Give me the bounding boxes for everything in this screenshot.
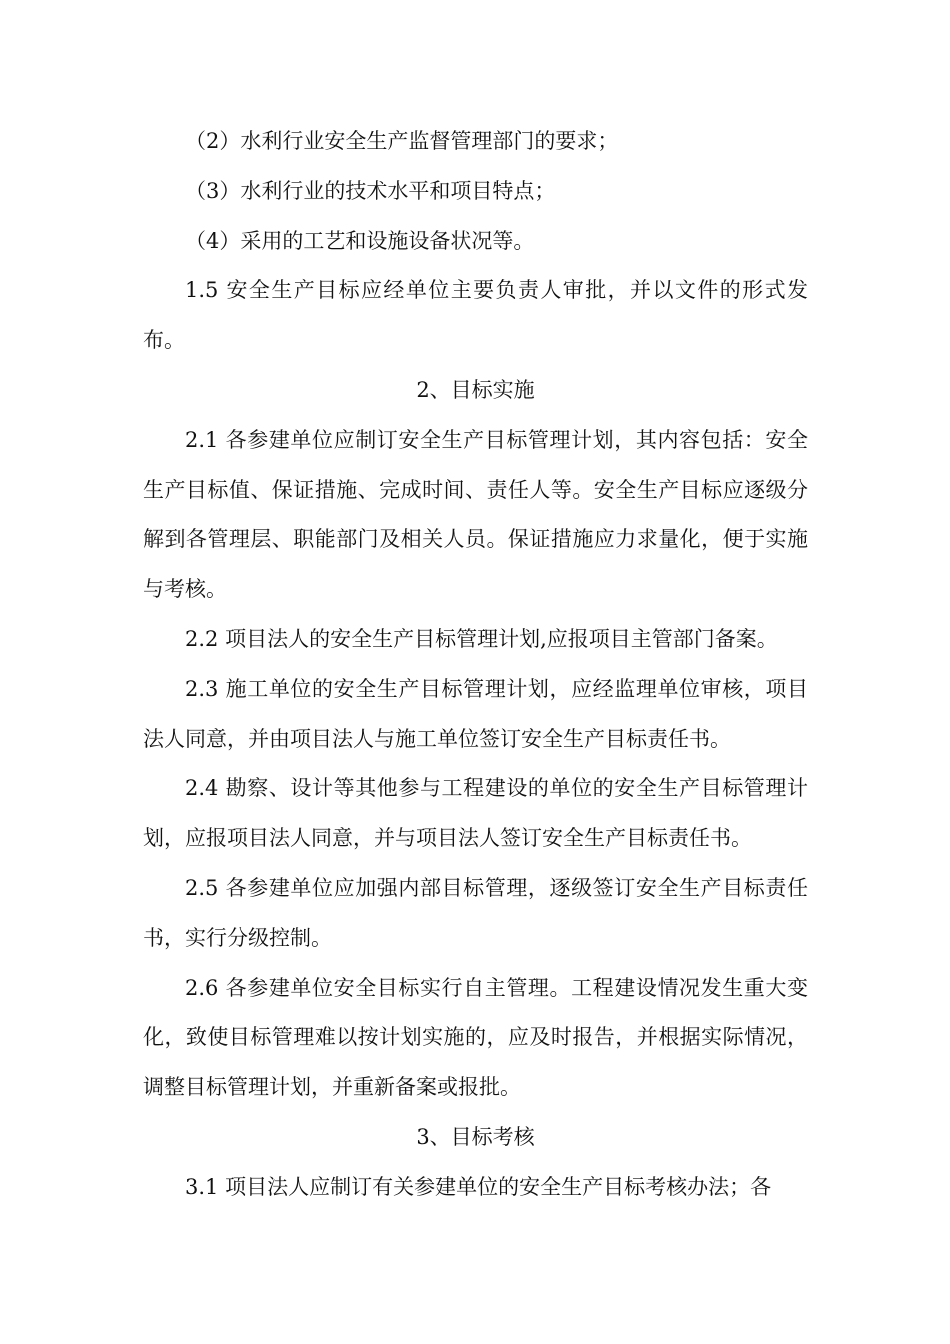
list-item-4: （4）采用的工艺和设施设备状况等。 bbox=[185, 228, 535, 253]
paragraph-2-4: 2.4 勘察、设计等其他参与工程建设的单位的安全生产目标管理计划，应报项目法人同意，并与项目法人签订安全生产目标责任书。 bbox=[143, 776, 808, 851]
paragraph-2-3: 2.3 施工单位的安全生产目标管理计划，应经监理单位审核，项目法人同意，并由项目法人与施工单位签订安全生产目标责任书。 bbox=[143, 676, 808, 751]
paragraph-3-1: 3.1 项目法人应制订有关参建单位的安全生产目标考核办法；各 bbox=[185, 1174, 772, 1199]
section-heading-target-implementation: 2、目标实施 bbox=[416, 377, 535, 402]
paragraph-2-5: 2.5 各参建单位应加强内部目标管理，逐级签订安全生产目标责任书，实行分级控制。 bbox=[143, 875, 808, 950]
section-heading-target-assessment: 3、目标考核 bbox=[416, 1124, 535, 1149]
paragraph-2-2: 2.2 项目法人的安全生产目标管理计划,应报项目主管部门备案。 bbox=[185, 626, 778, 651]
list-item-3: （3）水利行业的技术水平和项目特点； bbox=[185, 178, 556, 203]
document-body bbox=[143, 117, 808, 1213]
paragraph-2-6: 2.6 各参建单位安全目标实行自主管理。工程建设情况发生重大变化，致使目标管理难以按计划实施的，应及时报告，并根据实际情况，调整目标管理计划，并重新备案或报批。 bbox=[143, 975, 808, 1100]
paragraph-2-1: 2.1 各参建单位应制订安全生产目标管理计划，其内容包括：安全生产目标值、保证措施、完成时间、责任人等。安全生产目标应逐级分解到各管理层、职能部门及相关人员。保证措施应力求量化，便于实施与考核。 bbox=[143, 427, 808, 602]
list-item-2: （2）水利行业安全生产监督管理部门的要求； bbox=[185, 129, 619, 153]
paragraph-1-5: 1.5 安全生产目标应经单位主要负责人审批，并以文件的形式发布。 bbox=[143, 278, 808, 353]
